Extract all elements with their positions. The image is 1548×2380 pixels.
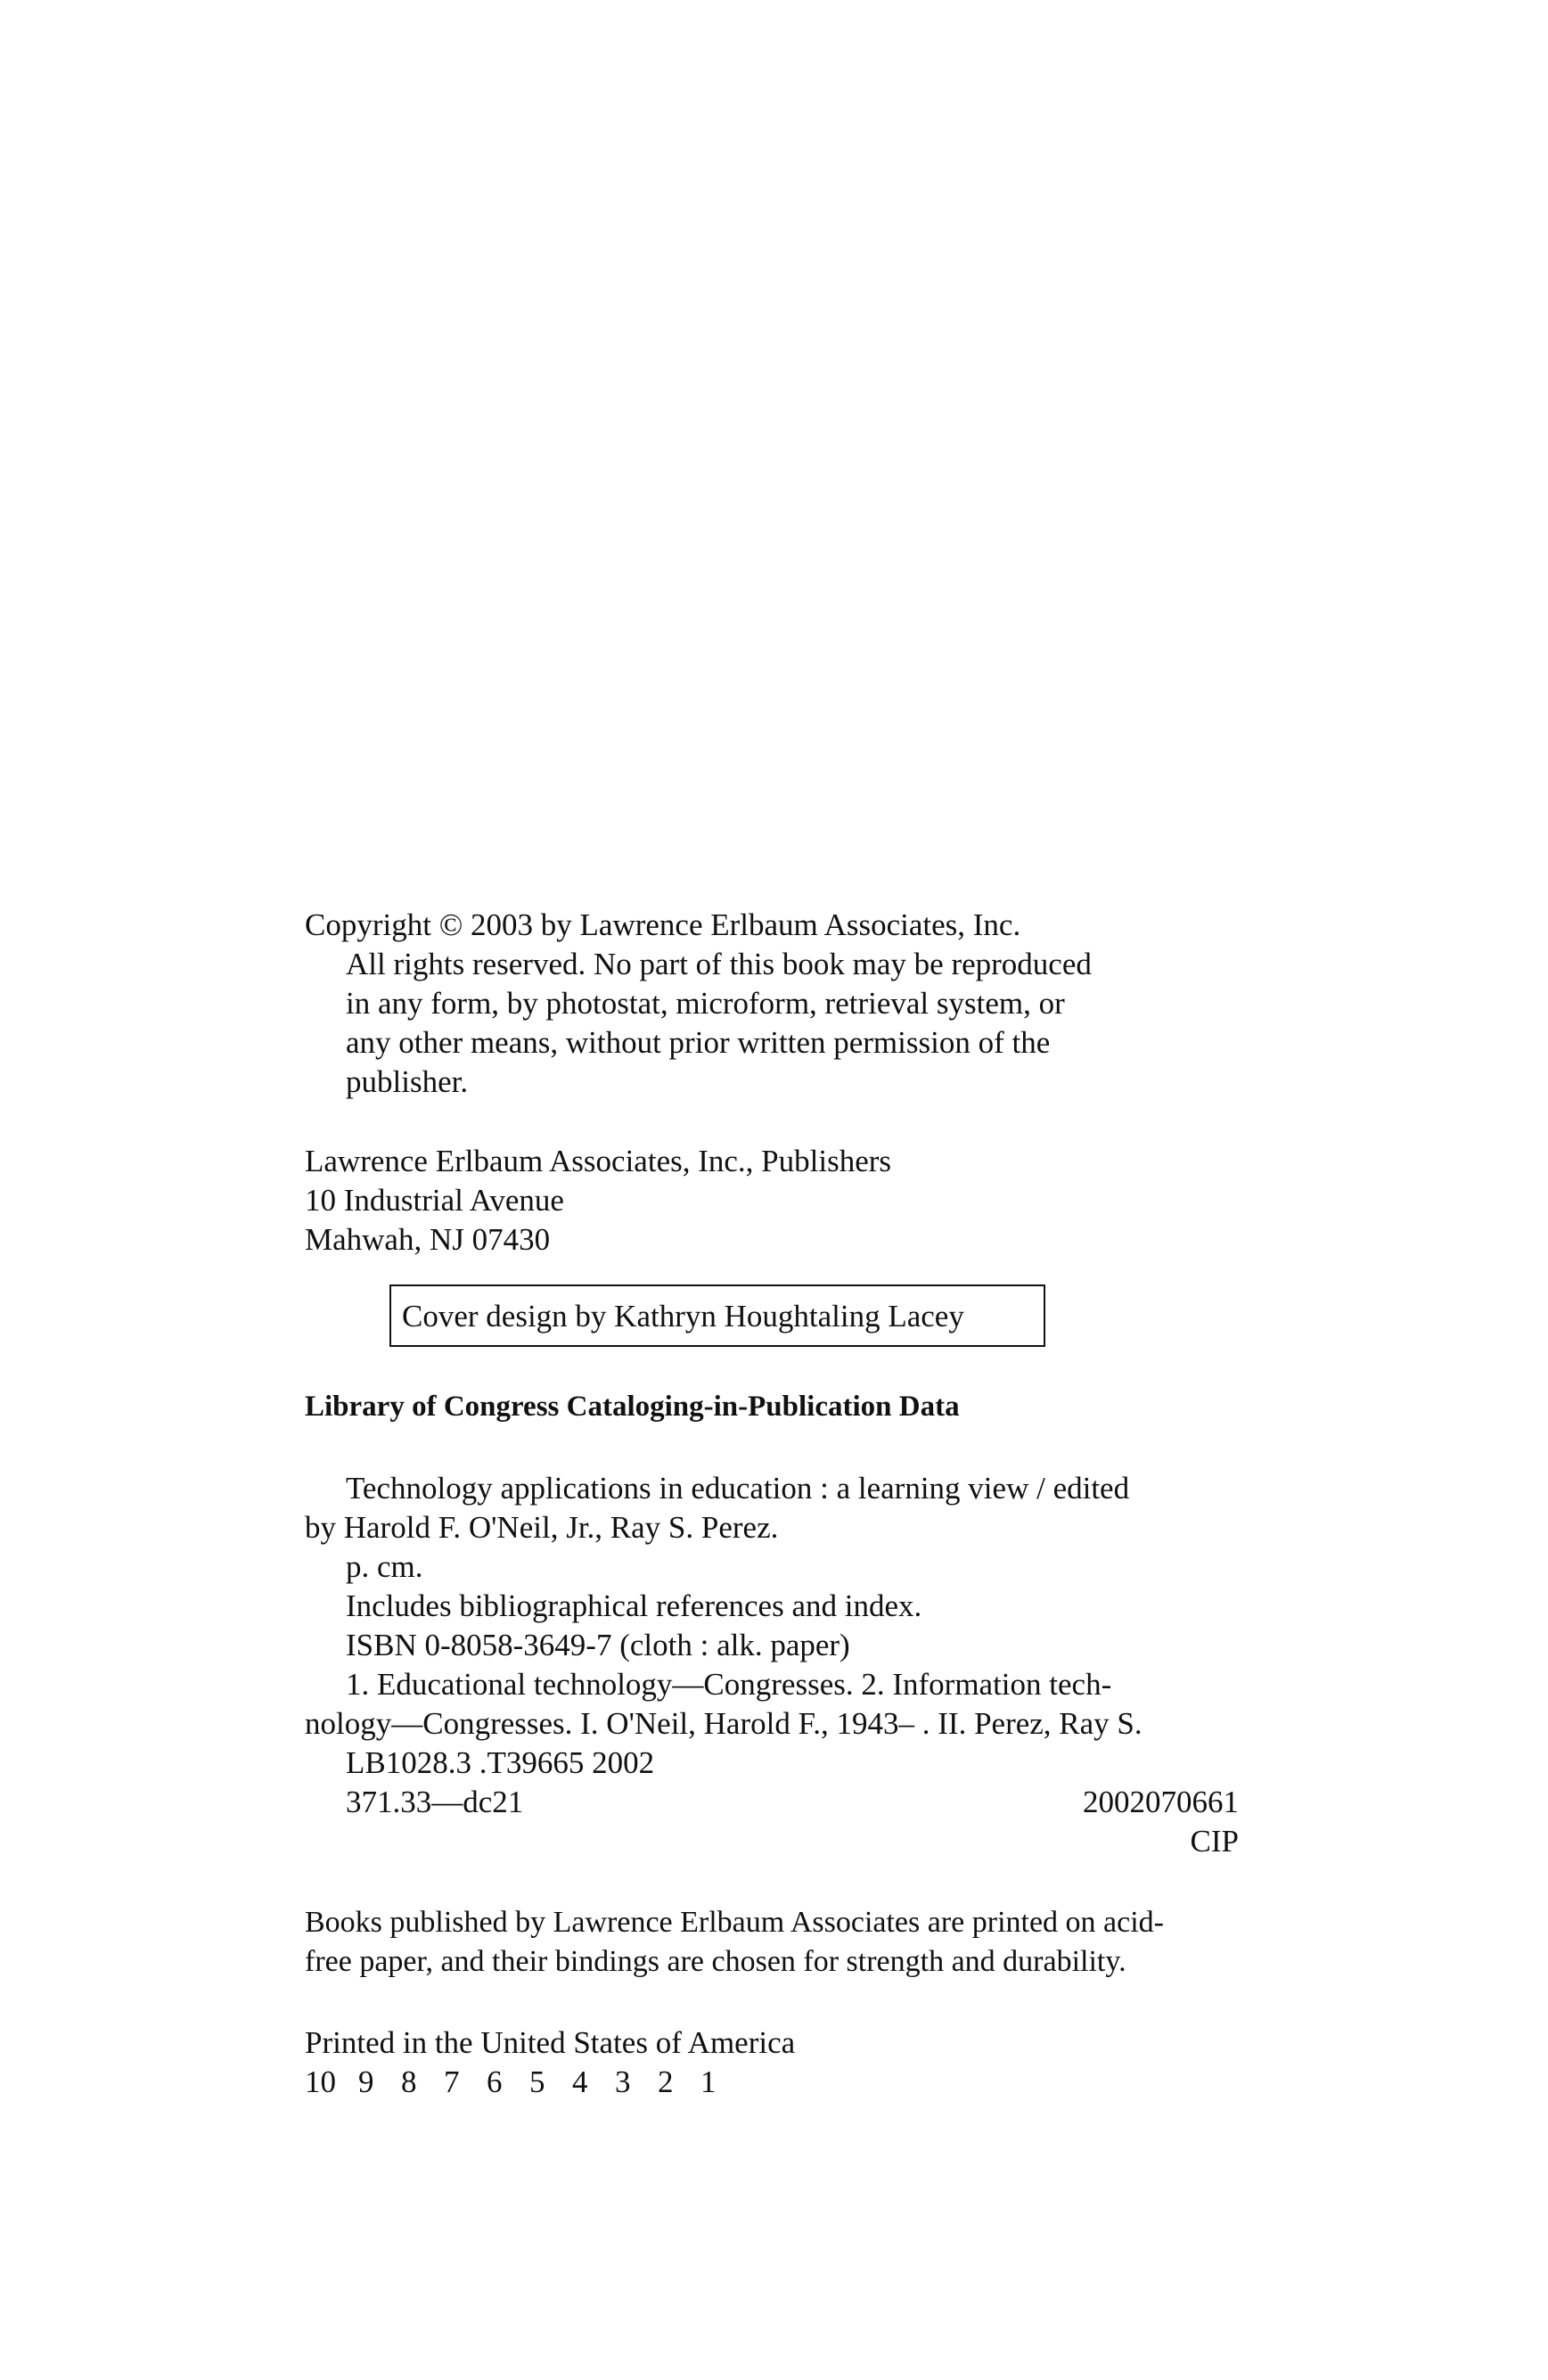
cip-subjects-line-1: 1. Educational technology—Congresses. 2. Information tech-	[346, 1667, 1112, 1702]
printing-number-line	[305, 2063, 804, 2102]
cip-includes: Includes bibliographical references and index.	[346, 1588, 922, 1623]
cover-design-box	[389, 1284, 1045, 1347]
cover-design-credit: Cover design by Kathryn Houghtaling Lacey	[402, 1299, 964, 1334]
cip-isbn: ISBN 0-8058-3649-7 (cloth : alk. paper)	[346, 1628, 850, 1662]
paper-note-line-1: Books published by Lawrence Erlbaum Associates are printed on acid-	[305, 1906, 1165, 1939]
copyright-line: Copyright © 2003 by Lawrence Erlbaum Associates, Inc.	[305, 907, 1021, 942]
printing-number: 9	[358, 2064, 374, 2099]
publisher-name: Lawrence Erlbaum Associates, Inc., Publishers	[305, 1144, 892, 1178]
printing-number: 10	[305, 2064, 336, 2099]
cip-subjects-line-2: nology—Congresses. I. O'Neil, Harold F., 1943– . II. Perez, Ray S.	[305, 1706, 1143, 1741]
cip-label: CIP	[1190, 1824, 1239, 1859]
cip-dewey-number: 371.33—dc21	[346, 1785, 524, 1819]
rights-line-4: publisher.	[346, 1064, 469, 1099]
printing-number: 6	[487, 2064, 503, 2099]
cip-lccn: 2002070661	[1083, 1785, 1239, 1819]
paper-note-line-2: free paper, and their bindings are chosen for strength and durability.	[305, 1945, 1126, 1978]
printing-number: 7	[444, 2064, 460, 2099]
cip-pages: p. cm.	[346, 1549, 423, 1584]
publisher-street: 10 Industrial Avenue	[305, 1183, 564, 1218]
rights-line-2: in any form, by photostat, microform, retrieval system, or	[346, 986, 1065, 1021]
printing-number: 1	[700, 2064, 717, 2099]
printed-in: Printed in the United States of America	[305, 2025, 796, 2060]
cip-lc-call-number: LB1028.3 .T39665 2002	[346, 1745, 655, 1780]
printing-number: 5	[529, 2064, 545, 2099]
cip-heading: Library of Congress Cataloging-in-Publication Data	[305, 1391, 960, 1423]
printing-number: 3	[615, 2064, 631, 2099]
cip-title-line-1: Technology applications in education : a learning view / edited	[346, 1471, 1130, 1506]
printing-number: 2	[658, 2064, 674, 2099]
publisher-city: Mahwah, NJ 07430	[305, 1222, 551, 1257]
printing-number: 8	[401, 2064, 417, 2099]
cip-title-line-2: by Harold F. O'Neil, Jr., Ray S. Perez.	[305, 1510, 779, 1545]
printing-number: 4	[572, 2064, 588, 2099]
rights-line-3: any other means, without prior written permission of the	[346, 1025, 1051, 1060]
rights-line-1: All rights reserved. No part of this book may be reproduced	[346, 947, 1092, 981]
